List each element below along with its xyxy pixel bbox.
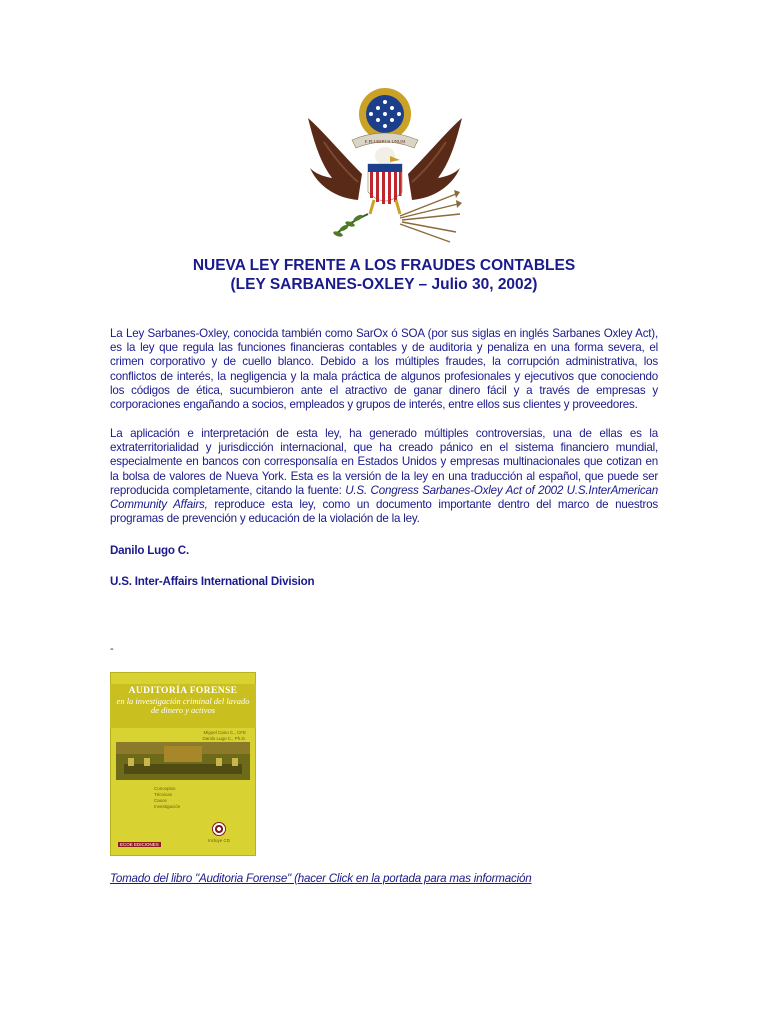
- book-topic: Técnicas: [154, 792, 173, 797]
- book-topic: Conceptos: [154, 786, 176, 791]
- publisher-logo: ECOE EDICIONES: [120, 842, 159, 847]
- great-seal-eagle-icon: [300, 82, 470, 250]
- book-author: Danilo Lugo C., Ph.D.: [202, 736, 246, 741]
- author-organization: U.S. Inter-Affairs International Division: [110, 575, 315, 588]
- application-paragraph-text-2: reproduce esta ley, como un documento importante dentro del marco de nuestros programas de prevención y educación de la violación de la ley.: [110, 498, 658, 526]
- book-authors: [146, 730, 246, 742]
- book-topic: Investigación: [154, 804, 181, 809]
- book-subtitle: en la investigación criminal del lavado de dinero y activos: [116, 696, 250, 715]
- book-cover-link[interactable]: [110, 672, 256, 856]
- separator-dash: -: [110, 643, 114, 655]
- seal-motto: E PLURIBUS UNUM: [364, 139, 406, 144]
- cd-icon: [212, 822, 226, 836]
- book-author: Miguel Cano C., CFE: [203, 730, 246, 735]
- book-topics: [154, 786, 180, 810]
- book-topic: Casos: [154, 798, 167, 803]
- courtroom-photo-icon: [116, 742, 250, 780]
- page-title-line2: (LEY SARBANES-OXLEY – Julio 30, 2002): [230, 276, 538, 293]
- intro-paragraph: La Ley Sarbanes-Oxley, conocida también como SarOx ó SOA (por sus siglas en inglés Sarbanes Oxley Act), es la ley que regula las funciones financieras contables y de auditoria y penaliza en una forma severa, el crimen corporativo y de cuello blanco. Debido a los múltiples fraudes, la corrupción administrativa, los conflictos de interés, la negligencia y la mala práctica de algunos profesionales y ejecutivos que conociendo los códigos de ética, sucumbieron ante el atractivo de ganar dinero fácil y a través de empresas y corporaciones engañando a socios, empleados y grupos de interés, entre ellos sus clientes y proveedores.: [110, 327, 658, 412]
- book-caption-link[interactable]: Tomado del libro "Auditoria Forense" (hacer Click en la portada para mas información: [110, 872, 532, 885]
- source-citation: U.S. Congress Sarbanes-Oxley Act of 2002 U.S.InterAmerican Community Affairs,: [110, 483, 658, 512]
- author-name: Danilo Lugo C.: [110, 544, 189, 557]
- application-paragraph-text-1: La aplicación e interpretación de esta ley, ha generado múltiples controversias, una de ellas es la extraterritorialidad y jurisdicción internacional, que ha creado pánico en el sistema financiero mundial, especialmente en bancos con corresponsalía en Estados Unidos y empresas multinacionales que cotizan en la bolsa de valores de Nueva York. Esta es la versión de la ley en una traducción al español, que puede ser reproducida completamente, citando la fuente:: [110, 427, 658, 497]
- book-title: AUDITORÍA FORENSE: [128, 686, 238, 696]
- page-title-line1: NUEVA LEY FRENTE A LOS FRAUDES CONTABLES: [192, 257, 576, 274]
- cd-label: Incluye CD: [208, 838, 231, 843]
- application-paragraph: [110, 427, 658, 526]
